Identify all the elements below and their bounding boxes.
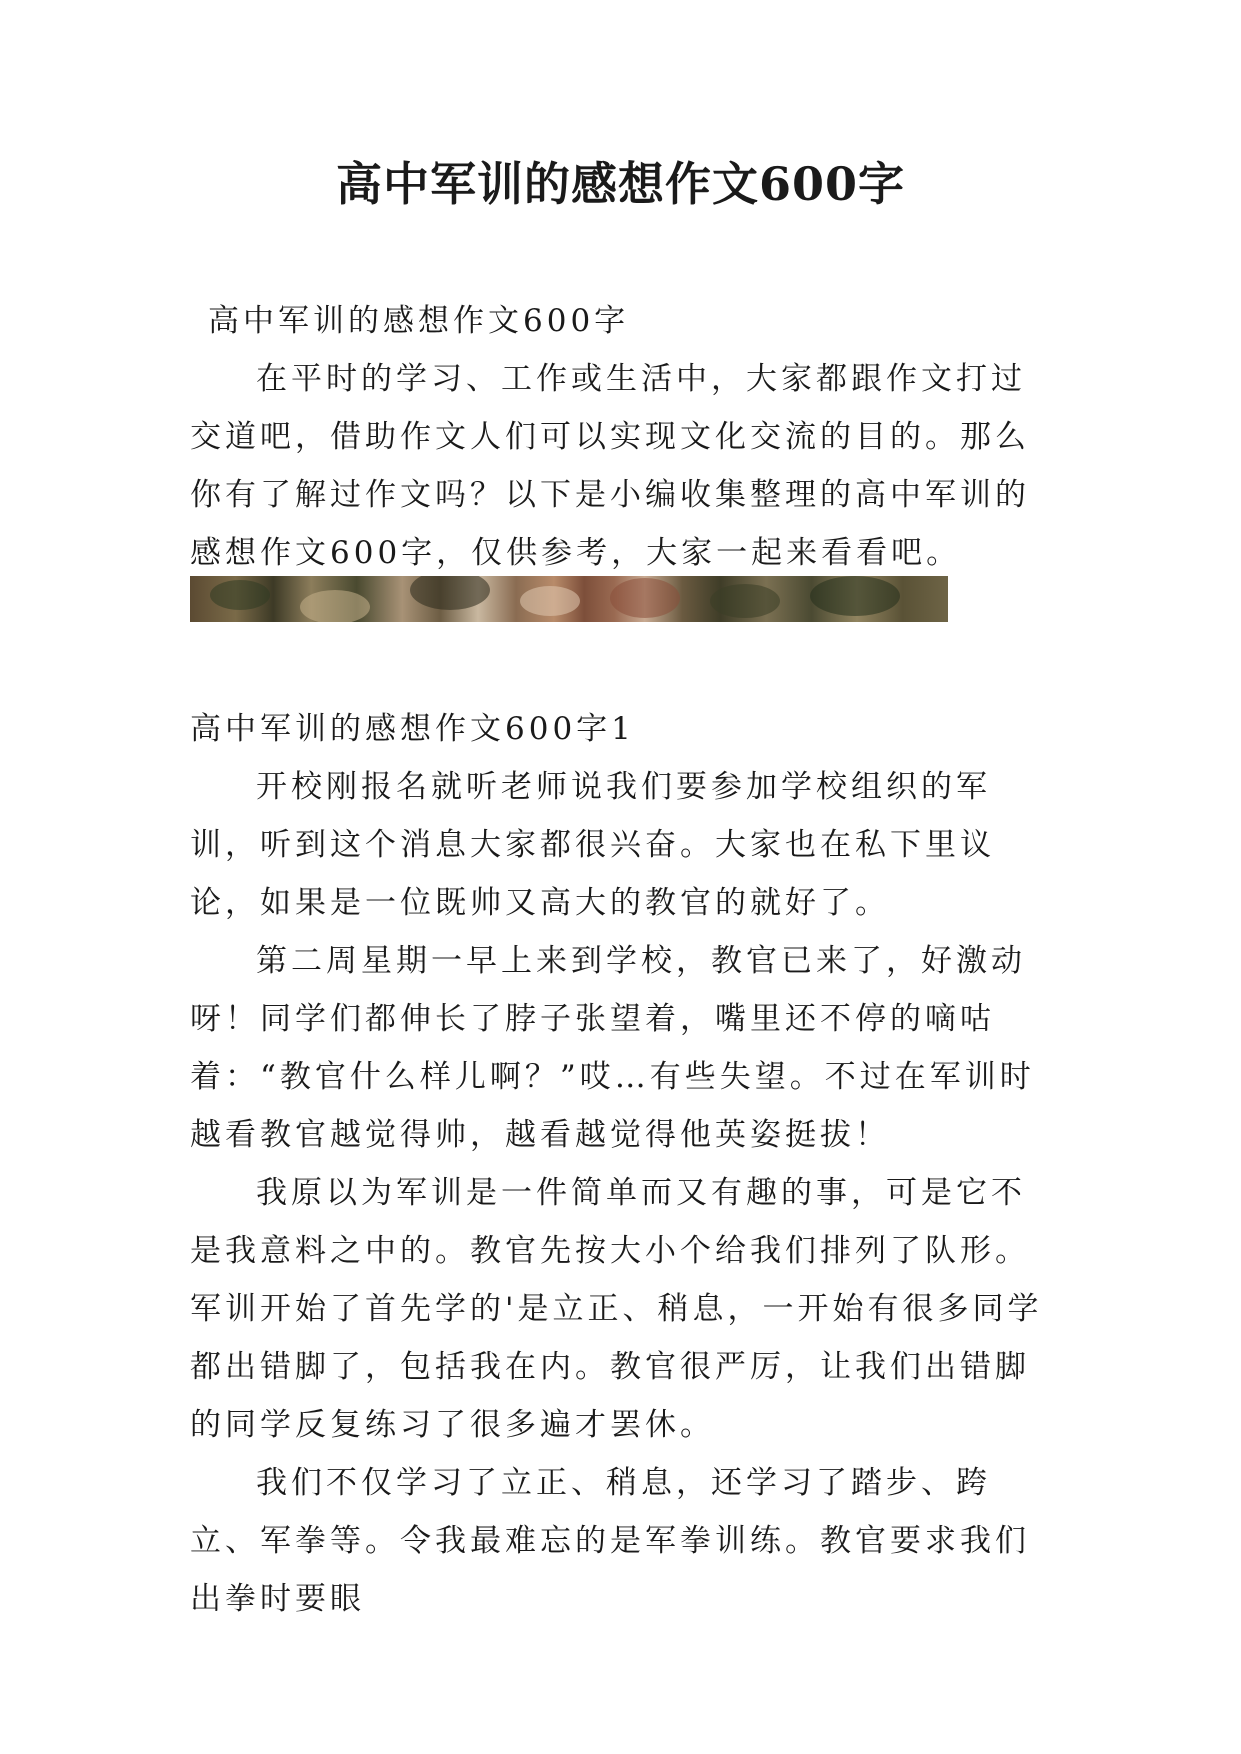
page-title: 高中军训的感想作文600字 — [335, 157, 906, 211]
article-photo — [190, 576, 948, 622]
intro-heading: 高中军训的感想作文600字 — [208, 303, 630, 339]
section-heading: 高中军训的感想作文600字1 — [190, 711, 635, 747]
body-paragraph: 第二周星期一早上来到学校，教官已来了，好激动呀！同学们都伸长了脖子张望着，嘴里还不停的嘀咕着：“教官什么样儿啊？”哎…有些失望。不过在军训时越看教官越觉得帅，越看越觉得他英姿挺拔！ — [190, 943, 1035, 1153]
body-paragraph: 我原以为军训是一件简单而又有趣的事，可是它不是我意料之中的。教官先按大小个给我们排列了队形。军训开始了首先学的'是立正、稍息，一开始有很多同学都出错脚了，包括我在内。教官很严厉，让我们出错脚的同学反复练习了很多遍才罢休。 — [190, 1175, 1043, 1443]
section-1 — [190, 700, 1060, 1628]
body-paragraph: 我们不仅学习了立正、稍息，还学习了踏步、跨立、军拳等。令我最难忘的是军拳训练。教官要求我们出拳时要眼 — [190, 1465, 1030, 1617]
intro-paragraph: 在平时的学习、工作或生活中，大家都跟作文打过交道吧，借助作文人们可以实现文化交流的目的。那么你有了解过作文吗？以下是小编收集整理的高中军训的感想作文600字，仅供参考，大家一起来看看吧。 — [190, 361, 1030, 571]
body-paragraph: 开校刚报名就听老师说我们要参加学校组织的军训，听到这个消息大家都很兴奋。大家也在私下里议论，如果是一位既帅又高大的教官的就好了。 — [190, 769, 995, 921]
intro-section — [190, 292, 1060, 582]
